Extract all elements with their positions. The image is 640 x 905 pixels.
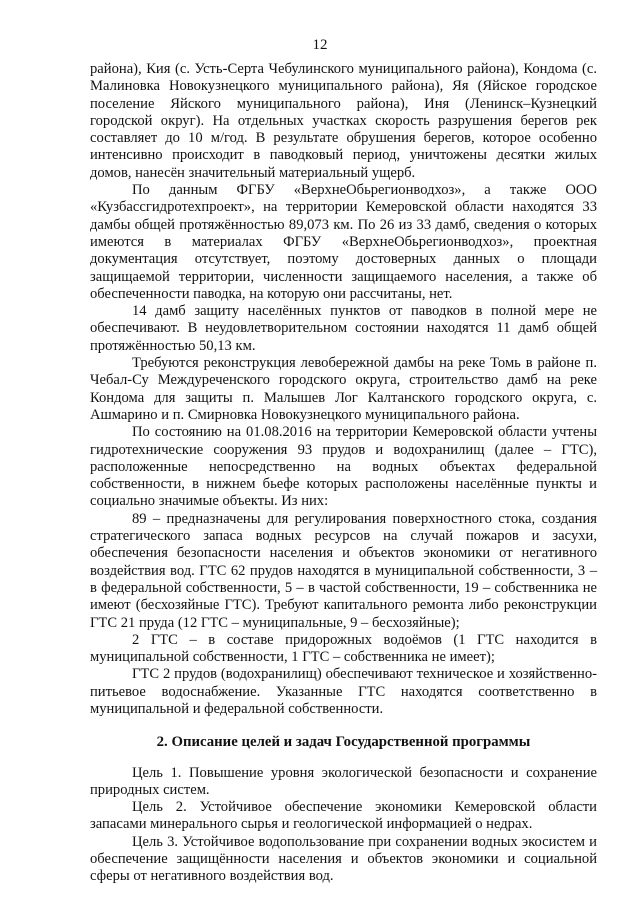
- paragraph-roadside-ponds: 2 ГТС – в составе придорожных водоёмов (1 ГТС находится в муниципальной собственности, 1 ГТС – собственника не имеет);: [90, 631, 597, 666]
- paragraph-ponds-89: 89 – предназначены для регулирования поверхностного стока, создания стратегического запаса водных ресурсов на случай пожаров и засухи, обеспечения безопасности населения и объектов экономики от негативного воздействия вод. ГТС 62 прудов находятся в муниципальной собственности, 3 – в федеральной собственности, 5 – в частой собственности, 19 – собственника не имеют (бесхозяйные ГТС). Требуют капитального ремонта либо реконструкции ГТС 21 пруда (12 ГТС – муниципальные, 9 – бесхозяйные);: [90, 510, 597, 631]
- paragraph-hydro-structures: По состоянию на 01.08.2016 на территории Кемеровской области учтены гидротехнические сооружения 93 прудов и водохранилищ (далее – ГТС), расположенные непосредственно на водных объектах федеральной собственности, в нижнем бьефе которых расположены населённые пункты и социально значимые объекты. Из них:: [90, 424, 597, 510]
- paragraph-rivers-continued: района), Кия (с. Усть-Серта Чебулинского муниципального района), Кондома (с. Малиновка Новокузнецкого муниципального района), Яя (Яйское городское поселение Яйского муниципального района), Иня (Ленинск–Кузнецкий городской округ). На отдельных участках скорость разрушения берегов рек составляет до 10 м/год. В результате обрушения берегов, которое особенно интенсивно происходит в паводковый период, уничтожены десятки жилых домов, нанесён значительный материальный ущерб.: [90, 61, 597, 181]
- paragraph-goal-3: Цель 3. Устойчивое водопользование при сохранении водных экосистем и обеспечение защищённости населения и объектов экономики и социальной сферы от негативного воздействия вод.: [90, 833, 597, 885]
- paragraph-dams-condition: 14 дамб защиту населённых пунктов от паводков в полной мере не обеспечивают. В неудовлетворительном состоянии находятся 11 дамб общей протяжённостью 50,13 км.: [90, 303, 597, 354]
- paragraph-water-supply: ГТС 2 прудов (водохранилищ) обеспечивают техническое и хозяйственно-питьевое водоснабжение. Указанные ГТС находятся соответственно в муниципальной и федеральной собственности.: [90, 666, 597, 717]
- paragraph-dams-count: По данным ФГБУ «ВерхнеОбьрегионводхоз», а также ООО «Кузбассгидротехпроект», на территории Кемеровской области находятся 33 дамбы общей протяжённостью 89,073 км. По 26 из 33 дамб, сведения о которых имеются в материалах ФГБУ «ВерхнеОбьрегионводхоз», проектная документация отсутствует, поэтому достоверных данных о площади защищаемой территории, численности защищаемого населения, а также об обеспеченности паводка, на которую они рассчитаны, нет.: [90, 182, 597, 302]
- paragraph-reconstruction: Требуются реконструкция левобережной дамбы на реке Томь в районе п. Чебал-Су Междуреченского городского округа, строительство дамб на реке Кондома для защиты п. Малышев Лог Калтанского городского округа, с. Ашмарино и п. Смирновка Новокузнецкого муниципального района.: [90, 355, 597, 423]
- paragraph-goal-2: Цель 2. Устойчивое обеспечение экономики Кемеровской области запасами минерального сырья и геологической информацией о недрах.: [90, 799, 597, 833]
- paragraph-goal-1: Цель 1. Повышение уровня экологической безопасности и сохранение природных систем.: [90, 764, 597, 798]
- section-heading: 2. Описание целей и задач Государственной программы: [156, 734, 531, 751]
- page-number: 12: [312, 37, 328, 53]
- document-body: [90, 61, 597, 886]
